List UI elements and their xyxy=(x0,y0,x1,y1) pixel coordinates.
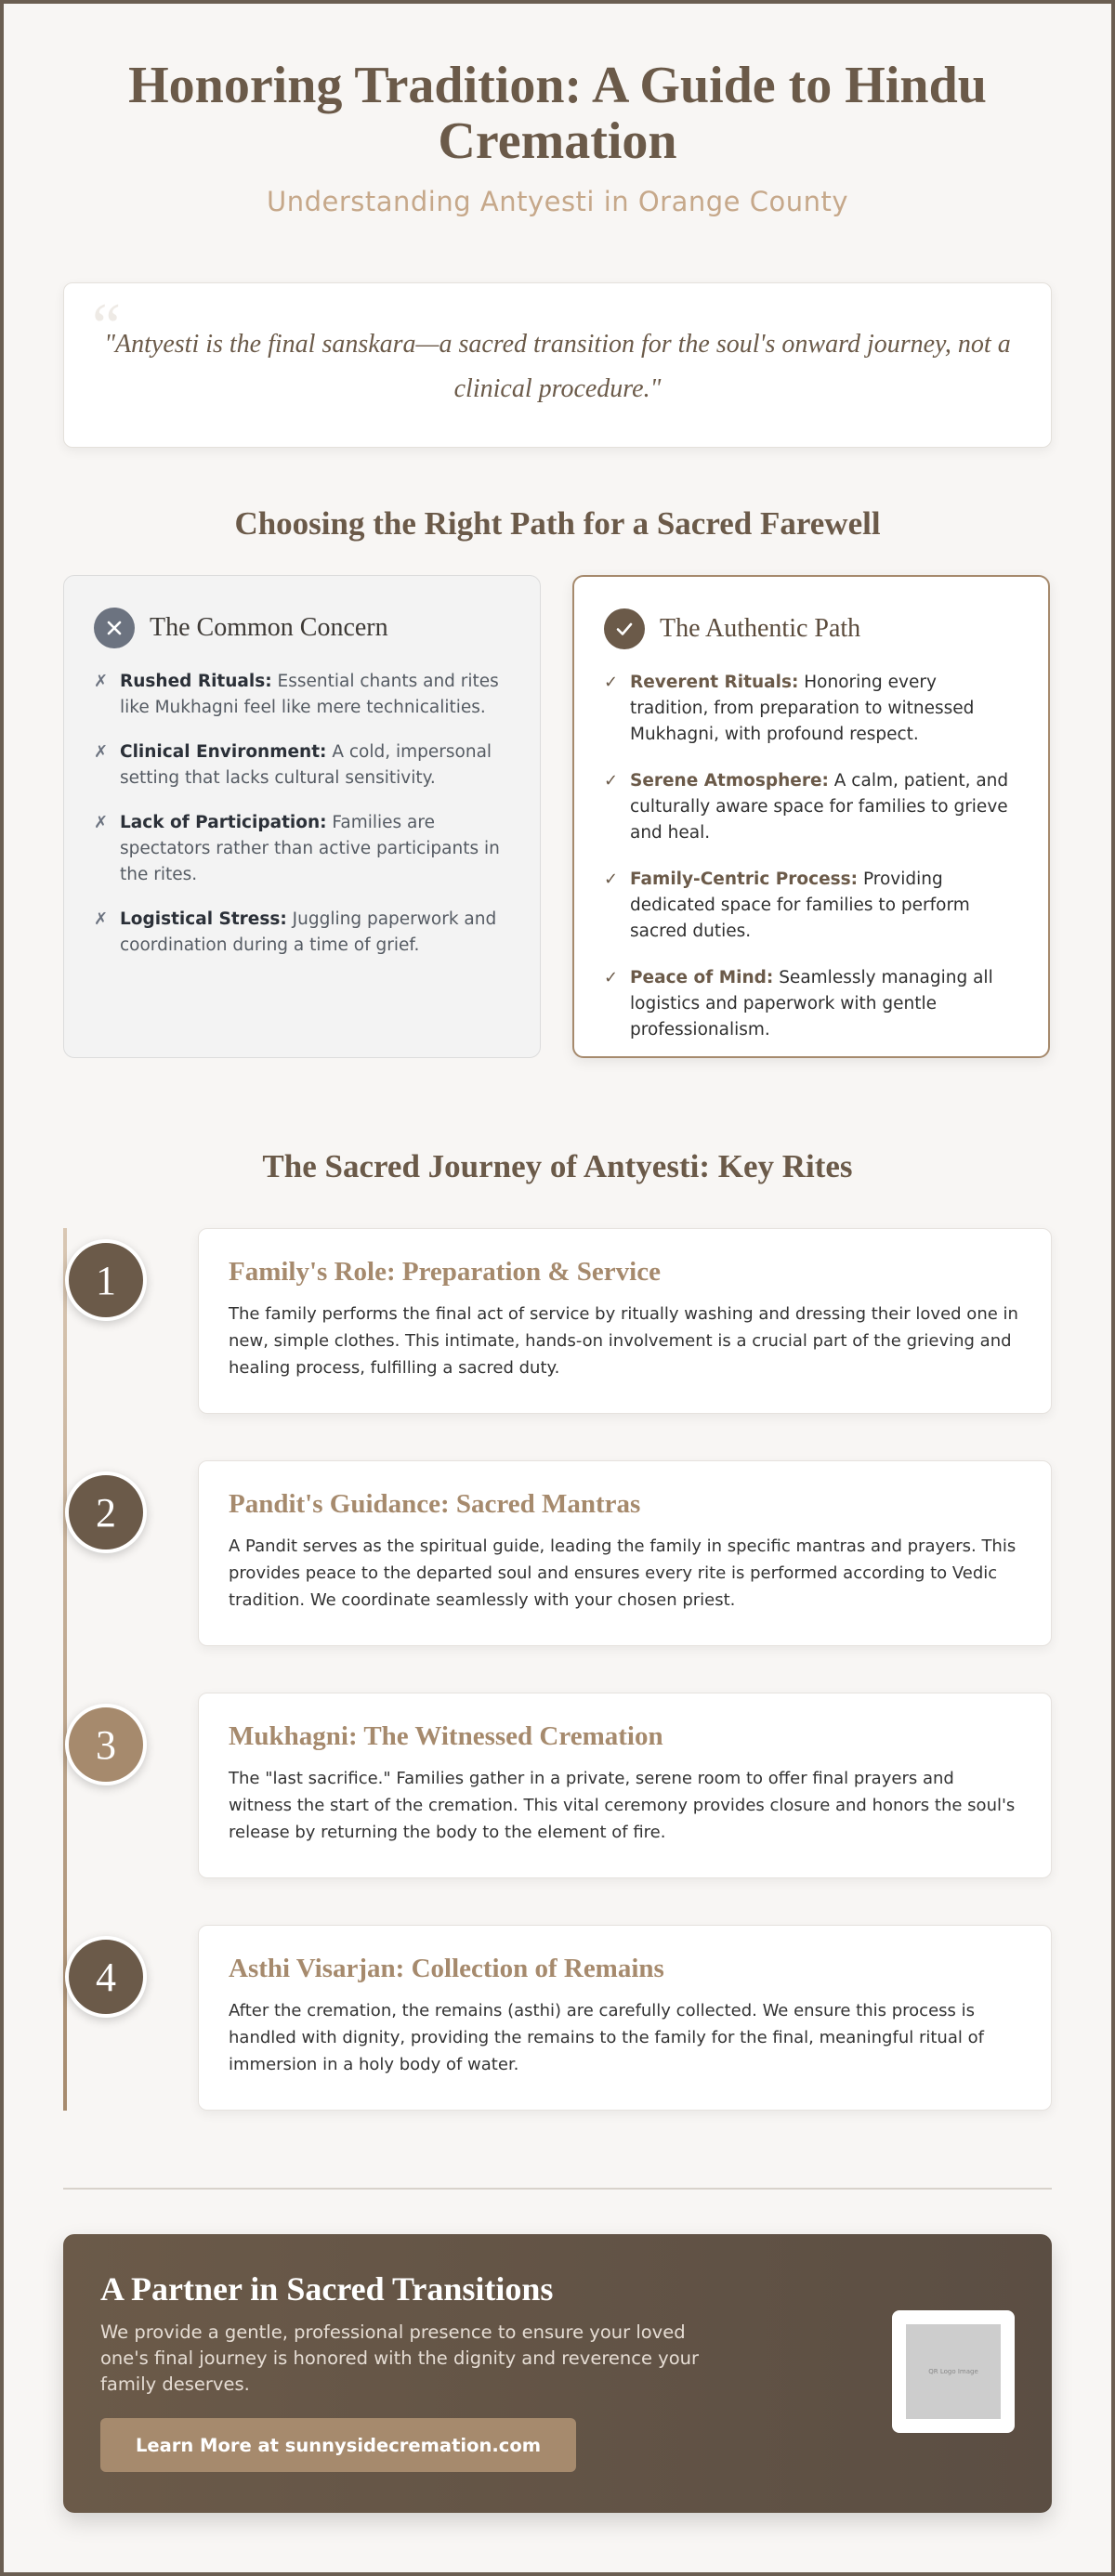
cross-mark-icon: ✗ xyxy=(94,909,109,929)
step-card xyxy=(198,1228,1052,1414)
list-item xyxy=(94,739,503,791)
check-mark-icon: ✓ xyxy=(604,673,619,692)
step-title: Mukhagni: The Witnessed Cremation xyxy=(229,1721,663,1751)
list-item xyxy=(604,965,1011,1043)
quote-text: "Antyesti is the final sanskara—a sacred transition for the soul's onward journey, not a clinical procedure." xyxy=(104,330,1011,403)
list-item xyxy=(94,810,503,888)
section-divider xyxy=(63,2188,1052,2190)
concern-card-title: The Common Concern xyxy=(150,613,388,642)
point-text: Essential chants and rites like Mukhagni feel like mere technicalities. xyxy=(120,672,499,717)
point-text: A calm, patient, and culturally aware space for families to grieve and heal. xyxy=(630,771,1009,843)
page-content xyxy=(63,0,1052,2576)
comparison-section-title: Choosing the Right Path for a Sacred Farewell xyxy=(234,505,881,542)
point-label: Rushed Rituals: xyxy=(120,672,272,691)
step-title: Family's Role: Preparation & Service xyxy=(229,1257,661,1287)
step-body: The family performs the final act of service by ritually washing and dressing their loved one in new, simple clothes. This intimate, hands-on involvement is a crucial part of the grieving and healing process, fulfilling a sacred duty. xyxy=(229,1304,1018,1378)
page-subtitle: Understanding Antyesti in Orange County xyxy=(266,186,849,217)
list-item xyxy=(94,907,503,959)
step-card xyxy=(198,1460,1052,1646)
authentic-points-list xyxy=(604,670,1011,1064)
step-title: Pandit's Guidance: Sacred Mantras xyxy=(229,1489,641,1519)
point-label: Peace of Mind: xyxy=(630,968,774,987)
step-card xyxy=(198,1925,1052,2111)
step-number-badge: 1 xyxy=(65,1239,147,1321)
point-text: Juggling paperwork and coordination during a time of grief. xyxy=(120,909,497,955)
point-label: Reverent Rituals: xyxy=(630,673,799,692)
point-text: Providing dedicated space for families to perform sacred duties. xyxy=(630,870,970,941)
authentic-card xyxy=(572,575,1050,1058)
step-body: A Pandit serves as the spiritual guide, leading the family in specific mantras and prayers. This provides peace to the departed soul and ensures every rite is performed according to Vedic tradition. We coordinate seamlessly with your chosen priest. xyxy=(229,1536,1017,1610)
cta-banner xyxy=(63,2234,1052,2513)
point-label: Logistical Stress: xyxy=(120,909,287,929)
concern-points-list xyxy=(94,669,503,977)
cross-mark-icon: ✗ xyxy=(94,742,109,762)
point-label: Serene Atmosphere: xyxy=(630,771,829,791)
list-item xyxy=(604,670,1011,748)
step-number-badge: 3 xyxy=(65,1704,147,1785)
quote-mark-icon: “ xyxy=(92,291,122,362)
point-label: Lack of Participation: xyxy=(120,813,327,832)
check-mark-icon: ✓ xyxy=(604,870,619,889)
step-body: After the cremation, the remains (asthi) are carefully collected. We ensure this process is handled with dignity, providing the remains to the family for the final, meaningful ritual of immersion in a holy body of water. xyxy=(229,2001,984,2074)
point-text: A cold, impersonal setting that lacks cultural sensitivity. xyxy=(120,742,492,788)
page-title: Honoring Tradition: A Guide to Hindu Cremation xyxy=(128,57,987,170)
check-icon xyxy=(604,608,645,649)
step-card xyxy=(198,1693,1052,1878)
qr-logo-image: QR Logo Image xyxy=(906,2324,1001,2419)
list-item xyxy=(604,867,1011,945)
close-icon xyxy=(94,608,135,648)
step-number-badge: 2 xyxy=(65,1471,147,1553)
point-text: Honoring every tradition, from preparation to witnessed Mukhagni, with profound respect. xyxy=(630,673,975,744)
step-title: Asthi Visarjan: Collection of Remains xyxy=(229,1954,664,1983)
list-item xyxy=(604,768,1011,846)
point-text: Seamlessly managing all logistics and paperwork with gentle professionalism. xyxy=(630,968,993,1040)
point-text: Families are spectators rather than active participants in the rites. xyxy=(120,813,500,884)
check-mark-icon: ✓ xyxy=(604,771,619,791)
check-mark-icon: ✓ xyxy=(604,968,619,987)
point-label: Clinical Environment: xyxy=(120,742,327,762)
authentic-card-title: The Authentic Path xyxy=(660,614,861,643)
point-label: Family-Centric Process: xyxy=(630,870,859,889)
cross-mark-icon: ✗ xyxy=(94,813,109,832)
step-number-badge: 4 xyxy=(65,1936,147,2018)
quote-box xyxy=(63,282,1052,448)
cross-mark-icon: ✗ xyxy=(94,672,109,691)
cta-title: A Partner in Sacred Transitions xyxy=(100,2270,554,2308)
cta-text: We provide a gentle, professional presence to ensure your loved one's final journey is honored with the dignity and reverence your family deserves. xyxy=(100,2321,700,2395)
learn-more-button[interactable]: Learn More at sunnysidecremation.com xyxy=(100,2418,576,2472)
journey-section-title: The Sacred Journey of Antyesti: Key Rites xyxy=(262,1148,853,1184)
qr-logo-frame xyxy=(892,2310,1015,2433)
step-body: The "last sacrifice." Families gather in a private, serene room to offer final prayers and witness the start of the cremation. This vital ceremony provides closure and honors the soul's release by returning the body to the element of fire. xyxy=(229,1769,1016,1842)
list-item xyxy=(94,669,503,721)
concern-card xyxy=(63,575,541,1058)
authentic-card-header xyxy=(604,608,860,649)
concern-card-header xyxy=(94,608,388,648)
